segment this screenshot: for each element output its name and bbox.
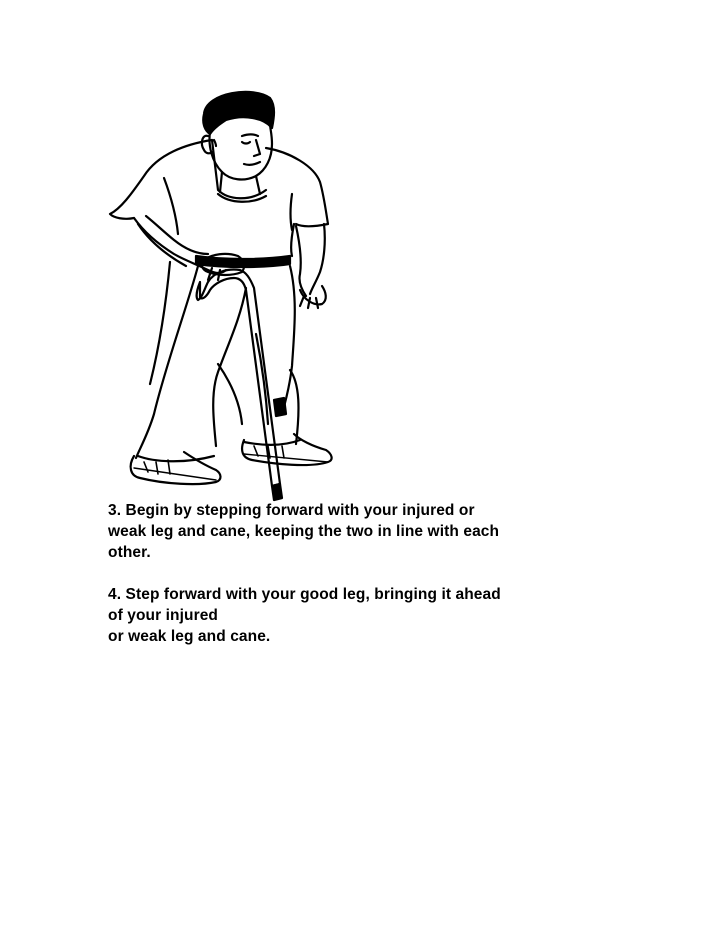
step-4-line-3: or weak leg and cane. bbox=[108, 628, 271, 645]
man-with-cane-illustration bbox=[104, 84, 340, 504]
step-3-line-3: other. bbox=[108, 544, 151, 561]
step-3-line-2: weak leg and cane, keeping the two in line with each bbox=[108, 523, 500, 540]
instructions-text bbox=[108, 500, 628, 668]
step-4-paragraph bbox=[108, 584, 628, 647]
step-3-line-1: 3. Begin by stepping forward with your injured or bbox=[108, 502, 475, 519]
step-4-line-1: 4. Step forward with your good leg, bringing it ahead bbox=[108, 586, 501, 603]
step-3-paragraph bbox=[108, 500, 628, 563]
step-4-line-2: of your injured bbox=[108, 607, 218, 624]
